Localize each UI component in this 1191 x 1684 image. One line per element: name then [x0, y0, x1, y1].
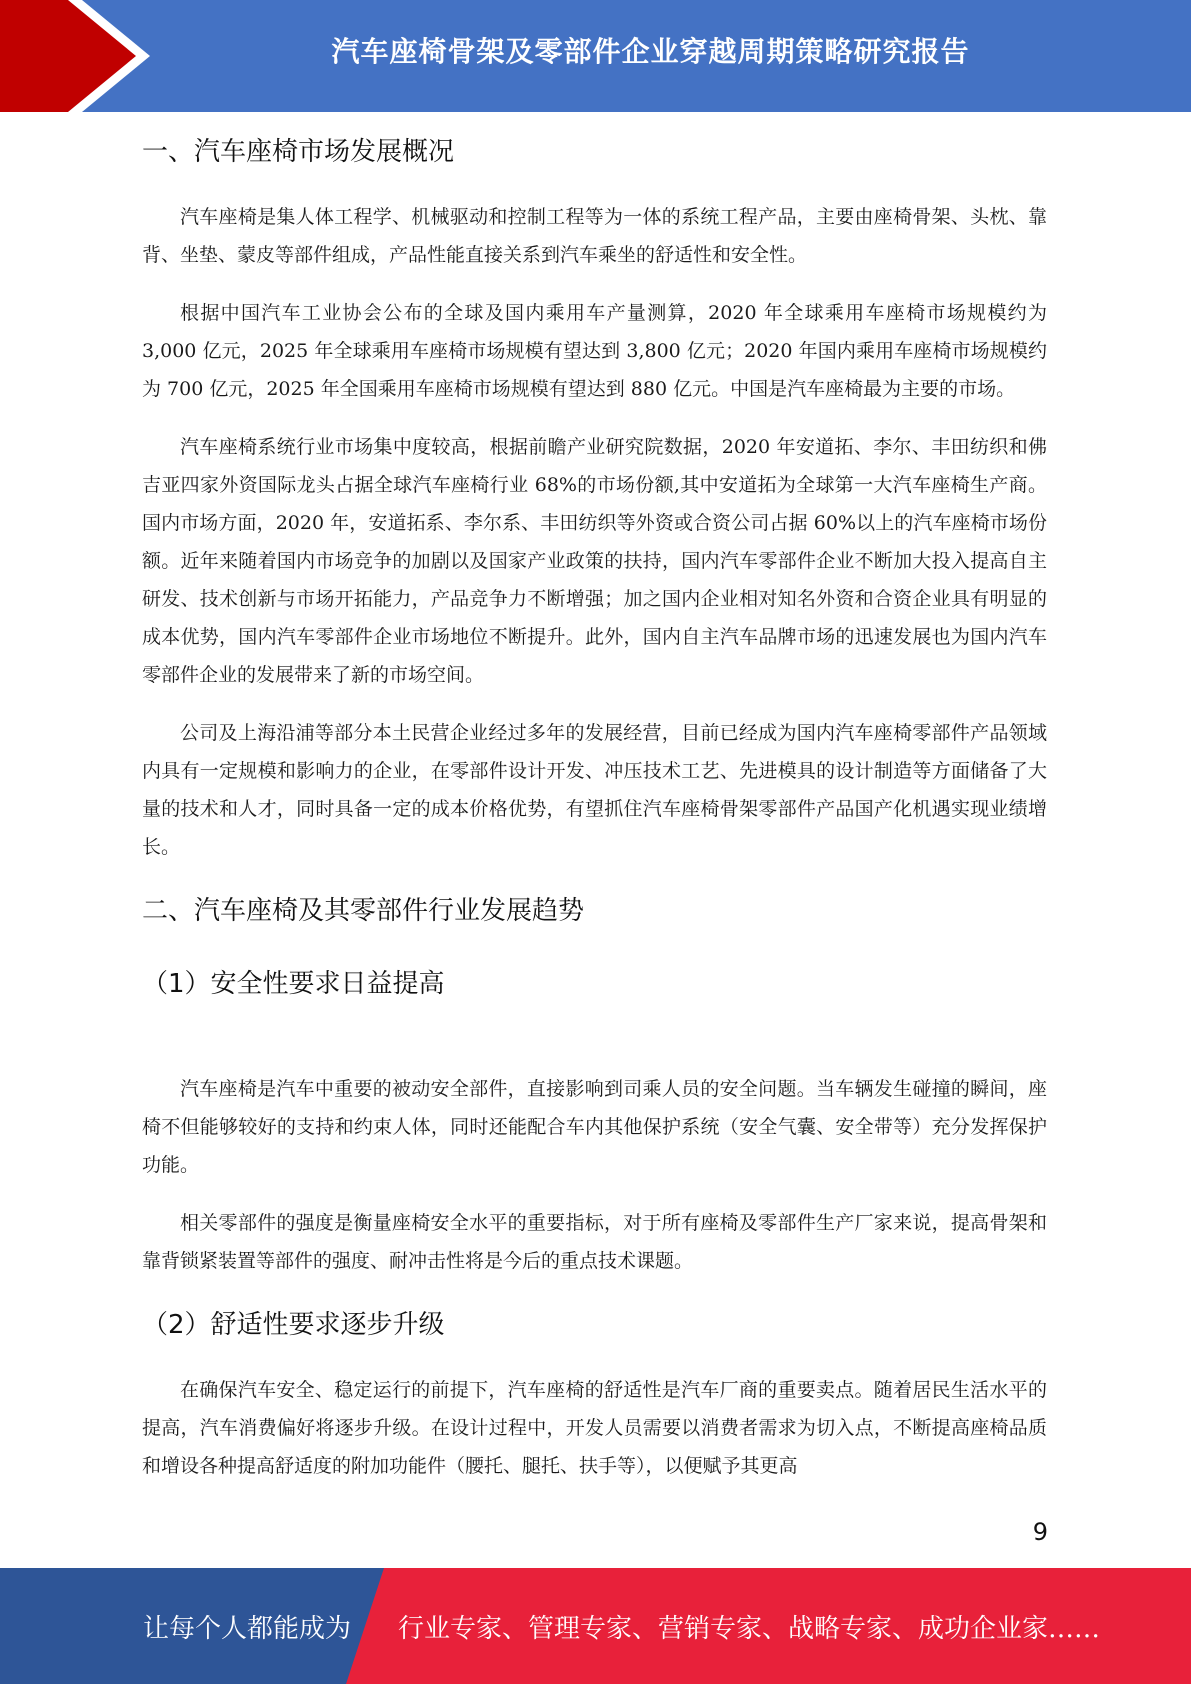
paragraph-comfort: 在确保汽车安全、稳定运行的前提下，汽车座椅的舒适性是汽车厂商的重要卖点。随着居民生活水平的提高，汽车消费偏好将逐步升级。在设计过程中，开发人员需要以消费者需求为切入点，不断提高座椅品质和增设各种提高舒适度的附加功能件（腰托、腿托、扶手等），以便赋予其更高: [142, 1379, 1047, 1477]
subsection-heading-safety: （1）安全性要求日益提高: [142, 969, 445, 999]
footer-slogan-left: 让每个人都能成为: [143, 1613, 352, 1644]
paragraph-seat-definition: 汽车座椅是集人体工程学、机械驱动和控制工程等为一体的系统工程产品，主要由座椅骨架、头枕、靠背、坐垫、蒙皮等部件组成，产品性能直接关系到汽车乘坐的舒适性和安全性。: [142, 206, 1047, 266]
report-title: 汽车座椅骨架及零部件企业穿越周期策略研究报告: [331, 35, 970, 68]
header-chevron-arrow: [0, 0, 136, 112]
paragraph-market-concentration: 汽车座椅系统行业市场集中度较高，根据前瞻产业研究院数据，2020 年安道拓、李尔、丰田纺织和佛吉亚四家外资国际龙头占据全球汽车座椅行业 68%的市场份额,其中安道拓为全球第一大汽车座椅生产商。国内市场方面，2020 年，安道拓系、李尔系、丰田纺织等外资或合资公司占据 60%以上的汽车座椅市场份额。近年来随着国内市场竞争的加剧以及国家产业政策的扶持，国内汽车零部件企业不断加大投入提高自主研发、技术创新与市场开拓能力，产品竞争力不断增强；加之国内企业相对知名外资和合资企业具有明显的成本优势，国内汽车零部件企业市场地位不断提升。此外，国内自主汽车品牌市场的迅速发展也为国内汽车零部件企业的发展带来了新的市场空间。: [142, 436, 1047, 686]
paragraph-safety-strength: 相关零部件的强度是衡量座椅安全水平的重要指标，对于所有座椅及零部件生产厂家来说，提高骨架和靠背锁紧装置等部件的强度、耐冲击性将是今后的重点技术课题。: [142, 1212, 1047, 1272]
paragraph-market-size: 根据中国汽车工业协会公布的全球及国内乘用车产量测算，2020 年全球乘用车座椅市场规模约为 3,000 亿元，2025 年全球乘用车座椅市场规模有望达到 3,800 亿元；2020 年国内乘用车座椅市场规模约为 700 亿元，2025 年全国乘用车座椅市场规模有望达到 880 亿元。中国是汽车座椅最为主要的市场。: [142, 302, 1047, 400]
page-footer: [0, 1568, 1191, 1684]
paragraph-safety-role: 汽车座椅是汽车中重要的被动安全部件，直接影响到司乘人员的安全问题。当车辆发生碰撞的瞬间，座椅不但能够较好的支持和约束人体，同时还能配合车内其他保护系统（安全气囊、安全带等）充分发挥保护功能。: [142, 1078, 1047, 1176]
paragraph-company-position: 公司及上海沿浦等部分本土民营企业经过多年的发展经营，目前已经成为国内汽车座椅零部件产品领域内具有一定规模和影响力的企业，在零部件设计开发、冲压技术工艺、先进模具的设计制造等方面储备了大量的技术和人才，同时具备一定的成本价格优势，有望抓住汽车座椅骨架零部件产品国产化机遇实现业绩增长。: [142, 722, 1047, 858]
document-body: [142, 128, 1047, 1485]
page-header: [0, 0, 1191, 112]
footer-slogan-right: 行业专家、管理专家、营销专家、战略专家、成功企业家……: [398, 1613, 1101, 1644]
section-heading-market-overview: 一、汽车座椅市场发展概况: [142, 137, 455, 167]
subsection-heading-comfort: （2）舒适性要求逐步升级: [142, 1310, 445, 1340]
page-number: 9: [1032, 1518, 1048, 1546]
section-heading-industry-trends: 二、汽车座椅及其零部件行业发展趋势: [142, 896, 585, 926]
